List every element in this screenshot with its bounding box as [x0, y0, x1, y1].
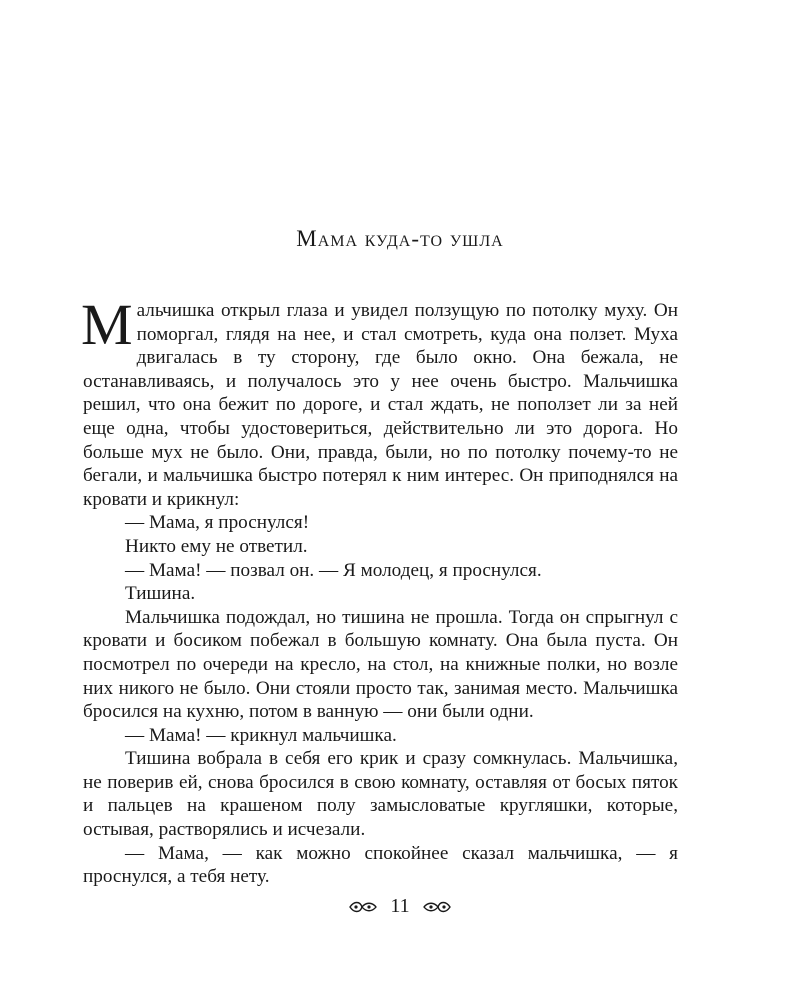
paragraph-7: — Мама! — крикнул мальчишка. [125, 724, 397, 746]
page-footer [0, 895, 800, 918]
right-ornament-icon [422, 899, 452, 915]
body-text [81, 292, 678, 889]
paragraph-1 [81, 292, 678, 511]
paragraph-6: Мальчишка подождал, но тишина не прошла. Тогда он спрыгнул с кровати и босиком побежал в большую комнату. Она была пуста. Он посмотрел по очереди на кресло, на стол, на книжные полки, но возле них никого не было. Они стояли просто так, занимая место. Мальчишка бросился на кухню, потом в ванную — они были одни. [83, 606, 678, 723]
chapter-title: Мама куда-то ушла [296, 226, 504, 251]
paragraph-2: — Мама, я проснулся! [125, 512, 310, 534]
paragraph-8: Тишина вобрала в себя его крик и сразу сомкнулась. Мальчишка, не поверив ей, снова бросился в свою комнату, оставляя от босых пяток и пальцев на крашеном полу замысловатые кругляшки, которые, остывая, растворялись и исчезали. [83, 748, 678, 841]
page-number: 11 [390, 895, 410, 917]
paragraph-4: — Мама! — позвал он. — Я молодец, я проснулся. [125, 559, 542, 581]
left-ornament-icon [348, 899, 378, 915]
drop-cap: М [81, 292, 133, 357]
paragraph-9: — Мама, — как можно спокойнее сказал мальчишка, — я проснулся, а тебя нету. [83, 842, 678, 888]
paragraph-3: Никто ему не ответил. [125, 535, 308, 557]
paragraph-text: альчишка открыл глаза и увидел ползущую по потолку муху. Он поморгал, глядя на нее, и стал смотреть, куда она ползет. Муха двигалась в ту сторону, где было окно. Она бежала, не останавливаясь, и получалось это у нее очень быстро. Мальчишка решил, что она бежит по дороге, и стал ждать, не поползет ли за ней еще одна, чтобы удостовериться, действительно ли это дорога. Но больше мух не было. Они, правда, были, но по потолку почему-то не бегали, и мальчишка быстро потерял к ним интерес. Он приподнялся на кровати и крикнул: [83, 300, 678, 510]
paragraph-5: Тишина. [125, 583, 196, 605]
